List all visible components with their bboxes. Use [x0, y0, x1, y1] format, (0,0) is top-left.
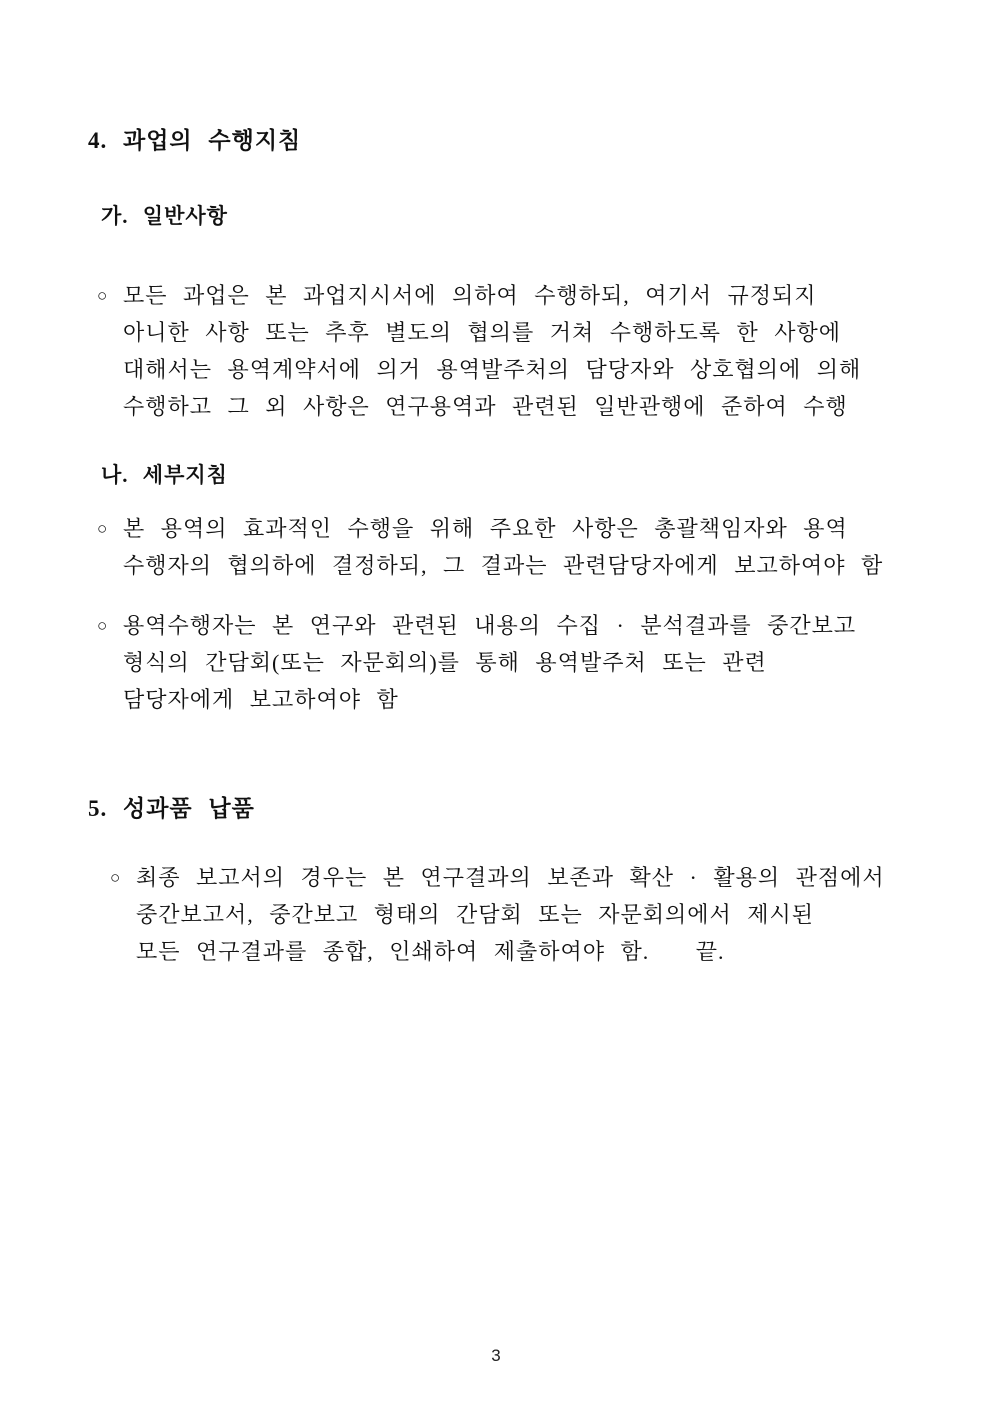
page-number: 3: [491, 1346, 501, 1365]
bullet-text: [123, 277, 886, 425]
bullet-item-deliverable-1: [110, 859, 886, 970]
text-line: 모든 연구결과를 종합, 인쇄하여 제출하여야 함. 끝.: [136, 939, 725, 964]
circle-bullet-icon: ○: [97, 519, 108, 538]
text-line: 본 용역의 효과적인 수행을 위해 주요한 사항은 총괄책임자와 용역: [123, 516, 848, 541]
text-line: 중간보고서, 중간보고 형태의 간담회 또는 자문회의에서 제시된: [136, 902, 815, 927]
text-line: 담당자에게 보고하여야 함: [123, 687, 399, 712]
text-line: 형식의 간담회(또는 자문회의)를 통해 용역발주처 또는 관련: [123, 650, 767, 675]
text-line: 최종 보고서의 경우는 본 연구결과의 보존과 확산 · 활용의 관점에서: [136, 865, 885, 890]
text-line: 수행자의 협의하에 결정하되, 그 결과는 관련담당자에게 보고하여야 함: [123, 553, 884, 578]
bullet-item-detail-1: [97, 510, 886, 584]
bullet-text: [123, 510, 886, 584]
subsection-ga-heading: 가. 일반사항: [101, 204, 228, 228]
text-line: 수행하고 그 외 사항은 연구용역과 관련된 일반관행에 준하여 수행: [123, 394, 848, 419]
text-line: 용역수행자는 본 연구와 관련된 내용의 수집 · 분석결과를 중간보고: [123, 613, 857, 638]
bullet-text: [136, 859, 886, 970]
text-line: 대해서는 용역계약서에 의거 용역발주처의 담당자와 상호협의에 의해: [123, 357, 862, 382]
circle-bullet-icon: ○: [97, 286, 108, 305]
text-line: 아니한 사항 또는 추후 별도의 협의를 거쳐 수행하도록 한 사항에: [123, 320, 842, 345]
text-line: 모든 과업은 본 과업지시서에 의하여 수행하되, 여기서 규정되지: [123, 283, 817, 308]
bullet-item-detail-2: [97, 607, 886, 718]
section5-heading: 5. 성과품 납품: [88, 796, 255, 821]
bullet-text: [123, 607, 886, 718]
bullet-item-general-1: [97, 277, 886, 425]
circle-bullet-icon: ○: [110, 868, 121, 887]
circle-bullet-icon: ○: [97, 616, 108, 635]
subsection-na-heading: 나. 세부지침: [101, 463, 228, 487]
section4-heading: 4. 과업의 수행지침: [88, 128, 302, 153]
